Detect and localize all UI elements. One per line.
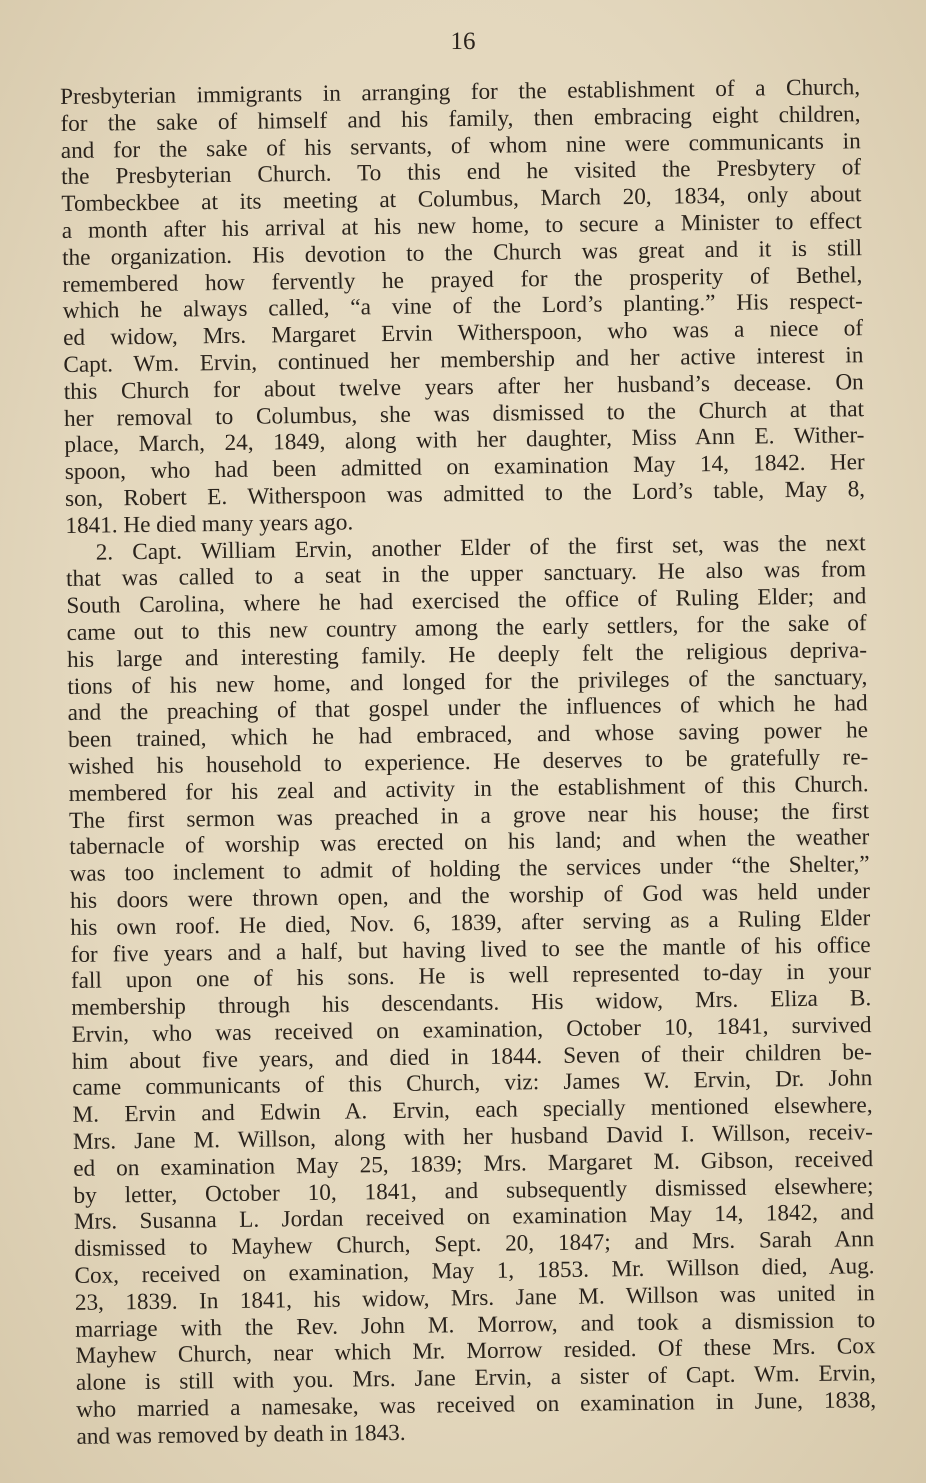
text-line: Mrs. Jane M. Willson, along with her husband David I. Willson, receiv- [72, 1119, 874, 1155]
text-line: 2. Capt. William Ervin, another Elder of the first set, was the next [95, 529, 866, 566]
text-line: which he always called, “a vine of the Lord’s planting.” His respect- [62, 288, 863, 325]
text-line: 1841. He died many years ago. [65, 509, 354, 539]
text-line: by letter, October 10, 1841, and subsequently dismissed elsewhere; [73, 1172, 874, 1209]
text-line: South Carolina, where he had exercised the office of Ruling Elder; and [66, 583, 867, 620]
text-line: son, Robert E. Witherspoon was admitted to the Lord’s table, May 8, [64, 476, 866, 512]
text-line: Presbyterian immigrants in arranging for the establishment of a Church, [60, 74, 861, 110]
text-line: the organization. His devotion to the Church was great and it is still [61, 234, 863, 271]
text-line: Ervin, who was received on examination, October 10, 1841, survived [71, 1012, 872, 1048]
text-line: alone is still with you. Mrs. Jane Ervin, a sister of Capt. Wm. Ervin, [75, 1360, 876, 1397]
page-body-text [60, 74, 877, 1450]
text-line: and the preaching of that gospel under the influences of which he had [67, 690, 868, 727]
text-line: Capt. Wm. Ervin, continued her membership and her active interest in [63, 342, 864, 378]
text-line: dismissed to Mayhew Church, Sept. 20, 1847; and Mrs. Sarah Ann [74, 1226, 875, 1263]
text-line: for the sake of himself and his family, then embracing eight children, [60, 101, 861, 137]
text-line: that was called to a seat in the upper sanctuary. He also was from [65, 556, 867, 593]
text-line: M. Ervin and Edwin A. Ervin, each specially mentioned elsewhere, [72, 1092, 873, 1129]
text-line: for five years and a half, but having lived to see the mantle of his office [70, 931, 871, 968]
text-line: his doors were thrown open, and the worship of God was held under [69, 878, 871, 914]
text-line: ed widow, Mrs. Margaret Ervin Witherspoon, who was a niece of [62, 315, 864, 352]
text-line: The first sermon was preached in a grove near his house; the first [68, 797, 870, 834]
text-line: Cox, received on examination, May 1, 1853. Mr. Willson died, Aug. [74, 1253, 875, 1289]
text-line: Mayhew Church, near which Mr. Morrow resided. Of these Mrs. Cox [75, 1333, 876, 1370]
text-line: membered for his zeal and activity in the establishment of this Church. [68, 770, 869, 807]
text-line: was too inclement to admit of holding the services under “the Shelter,” [69, 851, 870, 888]
text-line: wished his household to experience. He deserves to be gratefully re- [68, 744, 869, 780]
text-line: a month after his arrival at his new home, to secure a Minister to effect [61, 208, 862, 244]
text-line: came communicants of this Church, viz: James W. Ervin, Dr. John [72, 1065, 873, 1102]
text-line: her removal to Columbus, she was dismissed to the Church at that [63, 395, 865, 432]
text-line: been trained, which he had embraced, and whose saving power he [67, 717, 869, 754]
text-line: the Presbyterian Church. To this end he visited the Presbytery of [60, 154, 862, 191]
text-line: Mrs. Susanna L. Jordan received on examination May 14, 1842, and [73, 1199, 875, 1236]
text-line: membership through his descendants. His widow, Mrs. Eliza B. [71, 985, 872, 1022]
text-line: ed on examination May 25, 1839; Mrs. Margaret M. Gibson, received [73, 1146, 874, 1182]
text-line: him about five years, and died in 1844. Seven of their children be- [71, 1038, 873, 1075]
text-line: came out to this new country among the early settlers, for the sake of [66, 610, 867, 646]
text-line: his own roof. He died, Nov. 6, 1839, after serving as a Ruling Elder [70, 904, 871, 941]
text-line: his large and interesting family. He deeply felt the religious depriva- [66, 636, 868, 673]
text-line: marriage with the Rev. John M. Morrow, and took a dismission to [75, 1306, 876, 1343]
text-line: this Church for about twelve years after her husband’s decease. On [63, 368, 864, 405]
text-line: spoon, who had been admitted on examination May 14, 1842. Her [64, 449, 865, 486]
text-line: and was removed by death in 1843. [76, 1419, 406, 1450]
text-line: who married a namesake, was received on examination in June, 1838, [76, 1387, 877, 1423]
page-number: 16 [450, 28, 476, 55]
text-line: remembered how fervently he prayed for the prosperity of Bethel, [62, 261, 863, 298]
text-line: 23, 1839. In 1841, his widow, Mrs. Jane M. Willson was united in [74, 1279, 875, 1316]
text-line: tabernacle of worship was erected on his land; and when the weather [69, 824, 870, 861]
text-line: place, March, 24, 1849, along with her daughter, Miss Ann E. Wither- [64, 422, 865, 459]
text-line: and for the sake of his servants, of whom nine were communicants in [60, 127, 861, 164]
text-line: Tombeckbee at its meeting at Columbus, March 20, 1834, only about [61, 181, 862, 218]
text-line: fall upon one of his sons. He is well represented to-day in your [70, 958, 872, 995]
text-line: tions of his new home, and longed for the privileges of the sanctuary, [67, 663, 868, 700]
